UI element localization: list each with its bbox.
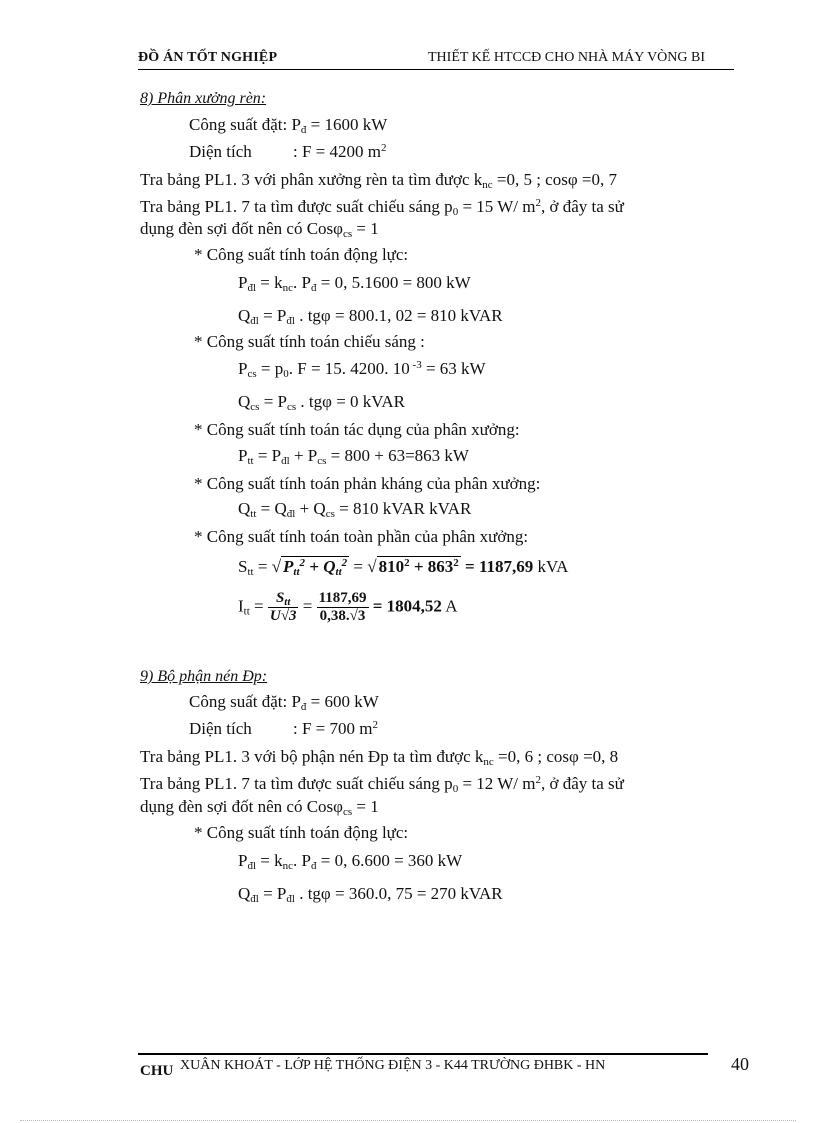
s8-stt-formula: $S_{tt}$ = √ $P_{tt}^2 + Q_{tt}^2$ = √ $810^2 + 863^2 = 1187,69$ kVA [238,557,569,578]
s8-stt-radical-2: √ [367,557,377,576]
s8-line-cos: dụng đèn sợi đốt nên có Cosφ$_{cs}$ = 1 [140,219,379,240]
page-bottom-dots [20,1120,796,1121]
s9-line-cos: dụng đèn sợi đốt nên có Cosφ$_{cs}$ = 1 [140,797,379,818]
s8-itt-fraction-1: $\frac{S_{tt}}{U√3}$ [269,590,297,624]
s8-heading-reactive: * Công suất tính toán phản kháng của phân xưởng: [194,474,541,493]
s8-area-value: : F = 4200 $m^2$ [293,142,387,161]
s9-heading-dynamic: * Công suất tính toán động lực: [194,823,409,842]
s9-line-p0: Tra bảng PL1. 7 ta tìm được suất chiếu sáng $p_0 = 12$ W/ $m^2$, ở đây ta sử [140,774,624,795]
s8-installed-power: Công suất đặt: $P_đ = 1600$ kW [189,115,388,136]
s8-heading-apparent: * Công suất tính toán toàn phần của phân xưởng: [194,527,529,546]
s8-qdl-formula: $Q_{đl} = P_{đl}$ . tgφ = 800.1, 02 = 810 kVAR [238,306,503,327]
header-rule [138,69,734,70]
s8-stt-radicand-1: $P_{tt}^2 + Q_{tt}^2$ [283,557,348,578]
s8-stt-radical-1: √ [271,557,282,576]
s9-area-label: Diện tích [189,719,252,738]
section-9-title: 9) Bộ phận nén Đp: [140,668,268,685]
s8-line-p0: Tra bảng PL1. 7 ta tìm được suất chiếu sáng $p_0 = 15$ W/ $m^2$, ở đây ta sử [140,197,624,218]
s8-qcs-formula: $Q_{cs} = P_{cs}$ . tgφ = 0 kVAR [238,392,405,413]
s9-pdl-formula: $P_{đl} = k_{nc}$. $P_đ = 0$, 6.600 = 360 kW [238,851,463,872]
s8-heading-dynamic: * Công suất tính toán động lực: [194,245,409,264]
page-number: 40 [731,1054,749,1074]
footer-rule [138,1053,708,1055]
header-right: THIẾT KẾ HTCCĐ CHO NHÀ MÁY VÒNG BI [428,50,706,65]
s8-area-label: Diện tích [189,142,252,161]
s8-itt-formula: $I_{tt}$ = $\frac{S_{tt}}{U√3}$ = $\frac{1187,69}{0,38.√3}$ = 1804,52 A [238,590,458,624]
header-left: ĐỒ ÁN TỐT NGHIỆP [138,50,278,65]
s8-itt-fraction-2: $\frac{1187,69}{0,38.√3}$ [318,590,367,624]
s8-heading-lighting: * Công suất tính toán chiếu sáng : [194,332,425,351]
s9-area-value: : F = 700 $m^2$ [293,719,378,738]
s9-qdl-formula: $Q_{đl} = P_{đl}$ . tgφ = 360.0, 75 = 270 kVAR [238,884,503,905]
s8-qtt-formula: $Q_{tt} = Q_{đl} + Q_{cs} = 810$ kVAR kVAR [238,499,472,520]
s8-pdl-formula: $P_{đl} = k_{nc}$. $P_đ = 0$, 5.1600 = 800 kW [238,273,471,294]
s9-line-knc: Tra bảng PL1. 3 với bộ phận nén Đp ta tìm được $k_{nc} =0$, 6 ; cosφ =0, 8 [140,747,619,768]
s8-stt-radicand-2: $810^2 + 863^2$ [378,557,459,576]
s9-installed-power: Công suất đặt: $P_đ = 600$ kW [189,692,379,713]
footer-text: XUÂN KHOÁT - LỚP HỆ THỐNG ĐIỆN 3 - K44 TRƯỜNG ĐHBK - HN [180,1058,606,1073]
s8-ptt-formula: $P_{tt} = P_{đl} + P_{cs} = 800 + 63=863$ kW [238,446,469,467]
s8-heading-active: * Công suất tính toán tác dụng của phân xưởng: [194,420,520,439]
footer-chu: CHU [140,1063,174,1079]
section-8-title: 8) Phân xưởng rèn: [140,90,267,107]
s8-pcs-formula: $P_{cs} = p_0$. F = 15. 4200. 10 $^{-3}$ = 63 kW [238,359,486,380]
s8-line-knc: Tra bảng PL1. 3 với phân xưởng rèn ta tìm được $k_{nc} =0$, 5 ; cosφ =0, 7 [140,170,617,191]
